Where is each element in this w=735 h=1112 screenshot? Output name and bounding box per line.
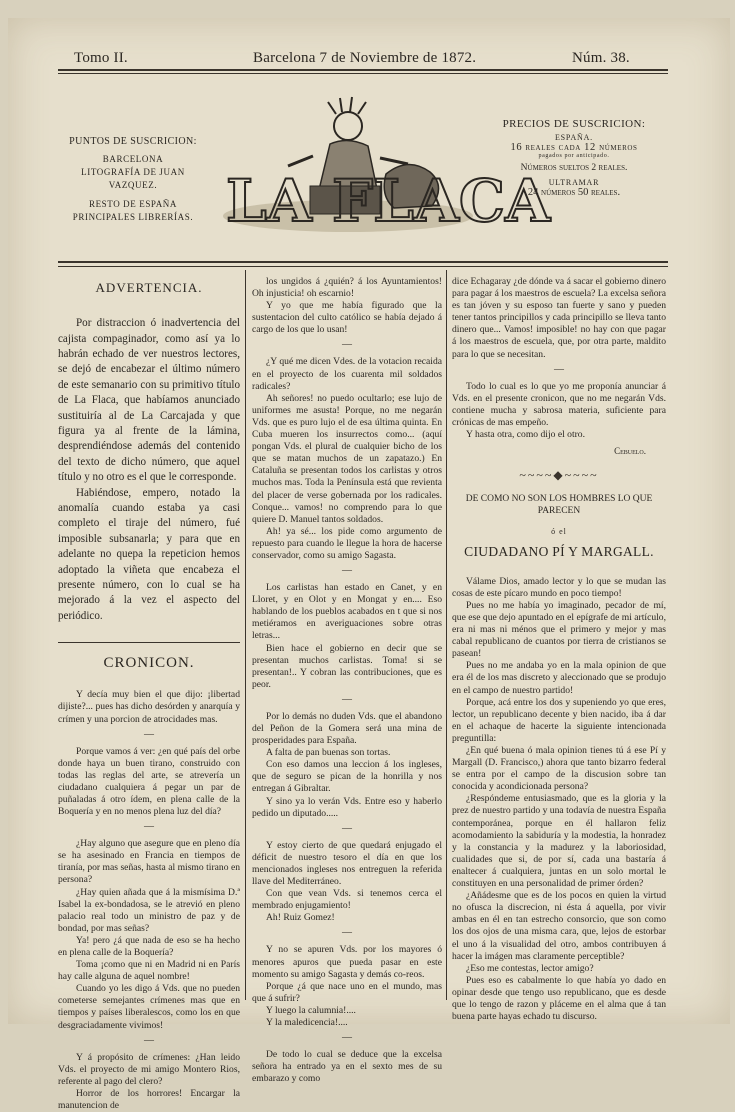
- dash-separator: —: [554, 363, 564, 375]
- subscription-points-heading: PUNTOS DE SUSCRICION:: [69, 136, 197, 147]
- article-paragraph: ¿Eso me contestas, lector amigo?: [466, 962, 594, 974]
- signature: Cebuelo.: [614, 446, 646, 457]
- prices-heading: PRECIOS DE SUSCRICION:: [502, 118, 646, 130]
- prices-line1-note: pagados por anticipado.: [538, 153, 610, 159]
- dateline: Barcelona 7 de Noviembre de 1872.: [253, 50, 477, 66]
- col2-paragraph: ¿Y qué me dicen Vdes. de la votacion recaida en el proyecto de los cuarenta mil soldados radicales?: [252, 356, 442, 392]
- col2-paragraph: Y no se apuren Vds. por los mayores ó menores apuros que pueda pasar en este momento su amigo Sagasta y demás co-reos.: [252, 944, 442, 980]
- article-paragraph: Válame Dios, amado lector y lo que se mudan las cosas de este pícaro mundo en poco tiempo!: [452, 575, 666, 599]
- col2-paragraph: los ungidos á ¿quién? á los Ayuntamientos! Oh injusticia! oh escarnio!: [252, 276, 442, 300]
- col2-paragraph: Por lo demás no duden Vds. que el abandono del Peñon de la Gomera será una mina de prosperidades para España.: [252, 710, 442, 747]
- subscription-points: [58, 135, 208, 224]
- dash-separator: —: [342, 822, 352, 834]
- column-1: [58, 276, 240, 1112]
- col2-paragraph: Ah! ya sé... los pide como argumento de repuesto para cuando le llegue la hora de hacerse conservador, como su amigo Sagasta.: [252, 525, 442, 561]
- prices-spain: ESPAÑA.: [555, 133, 593, 142]
- article-paragraph: Pues no me había yo imaginado, pecador de mí, que ese que dejo apuntado en el epígrafe de mi artículo, era ni mas ni ménos que el primero y mejor y mas cabal republicano de cuantos por tierra de cristianos se pasean!: [452, 599, 666, 660]
- prices-box: [482, 118, 666, 198]
- dash-separator: —: [144, 821, 154, 833]
- col2-paragraph: De todo lo cual se deduce que la excelsa señora ha entrado ya en el sexto mes de su embarazo y como: [252, 1049, 442, 1085]
- col2-paragraph: Y luego la calumnia!....: [266, 1004, 356, 1016]
- article-connector: ó el: [551, 526, 567, 536]
- column-rule-2: [446, 270, 447, 1000]
- dash-separator: —: [342, 565, 352, 577]
- col2-paragraph: Con que vean Vds. si tenemos cerca el membrado enjugamiento!: [252, 888, 442, 912]
- subscription-place: LITOGRAFÍA DE JUAN VAZQUEZ.: [81, 167, 185, 190]
- subscription-shops: PRINCIPALES LIBRERÍAS.: [72, 212, 194, 222]
- dash-separator: —: [144, 728, 154, 740]
- cronicon-paragraph: ¿Hay quien añada que á la mismísima D.ª Isabel la ex-bondadosa, se le atrevió en pleno palacio real todo un ministro de paz y de bondad, por mas señas?: [58, 886, 240, 934]
- col2-paragraph: Y yo que me había figurado que la sustentacion del culto católico se había dejado á cargo de los que lo usan!: [252, 300, 442, 336]
- subscription-city: BARCELONA: [102, 154, 164, 164]
- column-3: [452, 276, 666, 1023]
- section-rule: [58, 642, 240, 643]
- masthead-title: LA FLACA: [226, 167, 551, 235]
- subscription-rest: RESTO DE ESPAÑA: [88, 199, 178, 209]
- col2-paragraph: Ah! Ruiz Gomez!: [266, 912, 335, 924]
- article-paragraph: ¿En qué buena ó mala opinion tienes tú á ese Pí y Margall (D. Francisco,) ahora que tanto bizarro federal se entra por el campo de la discusion sobre tan conocida y acondicionada persona?: [452, 745, 666, 793]
- ornament-divider: ~~~~◆~~~~: [519, 468, 599, 483]
- article-paragraph: ¿Respóndeme entusiasmado, que es la gloria y la prez de nuestro partido y una todavía de nuestra España contemporánea, porque en él hallaron feliz acomodamiento la sabiduría y la modestia, la honradez y la constancia y la madurez y la laboriosidad, cualidades que si, de por sí, cada una bastaría á enaltecer á cualquiera, juntas en un solo mortal le constituyen en una personalidad de primer órden?: [452, 793, 666, 890]
- column-2: [252, 276, 442, 1085]
- dash-separator: —: [342, 693, 352, 705]
- article-paragraph: Pues no me andaba yo en la mala opinion de que era él de los mas discreto y aleccionado que se produjo en el campo de nuestro partido!: [452, 660, 666, 696]
- masthead-rule-thin: [58, 266, 668, 267]
- cronicon-paragraph: Ya! pero ¿á que nada de eso se ha hecho en plena calle de la Boquería?: [58, 934, 240, 958]
- col2-paragraph: Y la maledicencia!....: [266, 1016, 348, 1028]
- article-paragraph: ¿Añádesme que es de los pocos en quien la virtud no ofusca la discrecion, ni ésta á aquella, por vivir ambas en él en tan estrecho consorcio, que son como los dos ojos de una misma cara, que, lejos de estorbar el uno á la visualidad del otro, ambos contribuyen á hacer la imágen mas claramente perceptible?: [452, 890, 666, 962]
- prices-line1: 16 reales cada 12 números: [510, 142, 638, 153]
- cronicon-paragraph: Toma ¡como que ni en Madrid ni en París hay calle alguna de aquel nombre!: [58, 959, 240, 983]
- article-paragraph: Pues eso es cabalmente lo que había yo dado en opinar desde que tengo uso republicano, que es desde que lo tengo de razon y pláceme en el alma que á tan buena parte hayas echado tu discurso.: [452, 974, 666, 1023]
- col3-paragraph: Y hasta otra, como dijo el otro.: [466, 429, 586, 441]
- masthead-rule-thick: [58, 261, 668, 263]
- article-title: CIUDADANO PÍ Y MARGALL.: [464, 543, 654, 559]
- cronicon-paragraph: Porque vamos á ver: ¿en qué país del orbe donde haya un buen tirano, construido con todas las reglas del arte, se atrevería un ciudadano cualquiera á pegar un par de puñaladas á otro ídem, en plena calle de la Boquería y en no menos plena luz del día?: [58, 745, 240, 818]
- cronicon-title: CRONICON.: [103, 655, 195, 672]
- col2-paragraph: Y estoy cierto de que quedará enjugado el déficit de nuestro tesoro el día en que los mencionados ingleses nos entreguen la referida llave del Mediterráneo.: [252, 839, 442, 888]
- advertencia-title: ADVERTENCIA.: [95, 280, 203, 295]
- masthead-illustration: [218, 86, 551, 238]
- prices-line2: Números sueltos 2 reales.: [520, 163, 628, 173]
- dash-separator: —: [342, 339, 352, 351]
- col2-paragraph: Y sino ya lo verán Vds. Entre eso y haberlo pedido un diputado.....: [252, 795, 442, 819]
- col2-paragraph: Con eso damos una leccion á los ingleses, que de seguro se pican de la honrilla y nos entregan á Gibraltar.: [252, 759, 442, 795]
- cronicon-paragraph: Horror de los horrores! Encargar la manutencion de: [58, 1087, 240, 1112]
- prices-line3: 24 números 50 reales.: [527, 187, 621, 198]
- cronicon-paragraph: Y decía muy bien el que dijo: ¡libertad dijiste?... pues has dicho desórden y anarquía y crímen y una porcion de atrocidades mas.: [58, 689, 240, 725]
- header-rule-thin: [58, 73, 668, 74]
- header-rule-thick: [58, 69, 668, 71]
- article-heading: DE COMO NO SON LOS HOMBRES LO QUE PARECEN: [465, 494, 653, 517]
- col2-paragraph: Bien hace el gobierno en decir que se presentan muchos carlistas. Toma! si se presentan!.. Y cobran las contribuciones, que es peor.: [252, 642, 442, 690]
- col2-paragraph: Ah señores! no puedo ocultarlo; ese lujo de uniformes me asusta! Porque, no me negarán Vds. que es puro lujo el de esa última quinta. En Cuba mueren los insurrectos como... (aquí pongan Vds. el plural de cualquier bicho de los que se matan muchos de un zapatazo.) En Cataluña se presentan todos los carlistas y otros muchos mas. Toda la Península está que revienta del placer de verse gobernada por los radicales. Conque... vamos! no comprendo para lo que quiere D. Manuel tantos soldados.: [252, 392, 442, 525]
- prices-overseas: ULTRAMAR: [548, 178, 600, 187]
- masthead-art: [218, 86, 551, 238]
- col2-paragraph: Los carlistas han estado en Canet, y en Lloret, y en Olot y en Mongat y en.... Eso hablando de los pueblos acabados en t que si nos metiéramos en averiguaciones sobre otras letras...: [252, 582, 442, 642]
- advertencia-paragraph: Por distraccion ó inadvertencia del cajista compaginador, como así ya lo habrán echado de ver nuestros lectores, se dejó de encabezar el último número de este semanario con su primitivo título de La Flaca, que habíamos anunciado sustituiría al de La Carcajada y que figura ya al frente de la lámina, desprendiéndose además del contenido del texto de dicho número, que aquel título y no otro es el que le corresponde.: [58, 317, 240, 484]
- cronicon-paragraph: Cuando yo les digo á Vds. que no pueden cometerse semejantes crímenes mas que en tiempos y países liberalescos, como los en que desgraciadamente vivimos!: [58, 983, 240, 1031]
- advertencia-paragraph: Habiéndose, empero, notado la anomalía cuando estaba ya casi completo el tiraje del número, fué imposible subsanarla; y para que en adelante no quepa la repeticion hemos adoptado la viñeta que encabeza el presente número, con lo cual se ha mejorado á la vez el aspecto del periódico.: [58, 486, 240, 622]
- issue-number: Núm. 38.: [572, 50, 630, 66]
- cronicon-paragraph: ¿Hay alguno que asegure que en pleno día se ha asesinado en Francia en tiempos de tiranía, por mas señas, hasta al mismo tirano en persona?: [58, 838, 240, 886]
- dash-separator: —: [144, 1034, 154, 1046]
- col3-paragraph: Todo lo cual es lo que yo me proponía anunciar á Vds. en el presente cronicon, que no me negarán Vds. contiene mucha y sabrosa materia, suficiente para crónicas de mas empeño.: [452, 380, 666, 428]
- dash-separator: —: [342, 927, 352, 939]
- col3-paragraph: dice Echagaray ¿de dónde va á sacar el gobierno dinero para pagar á los maestros de escuela? La excelsa señora es tan jóven y su esposo tan fuerte y sano y pueden tener tantos principillos y cada principillo se lleva tanto dinero que... Vamos! imposible! no hay con que pagar á los maestros de escuela, que, por otra parte, maldito para lo que se necesitan.: [452, 276, 666, 360]
- col2-paragraph: A falta de pan buenas son tortas.: [266, 747, 391, 759]
- volume-label: Tomo II.: [74, 50, 128, 66]
- article-paragraph: Porque, acá entre los dos y supeniendo yo que eres, lector, un republicano decente y bien nacido, iba á dar en el achaque de hacerte la siguiente intencionada preguntilla:: [452, 696, 666, 744]
- dash-separator: —: [342, 1032, 352, 1044]
- col2-paragraph: Porque ¿á que nace uno en el mundo, mas que á sufrir?: [252, 980, 442, 1004]
- column-rule-1: [245, 270, 246, 1000]
- cronicon-paragraph: Y á propósito de crímenes: ¿Han leido Vds. el proyecto de mi amigo Montero Rios, referente al pago del clero?: [58, 1051, 240, 1087]
